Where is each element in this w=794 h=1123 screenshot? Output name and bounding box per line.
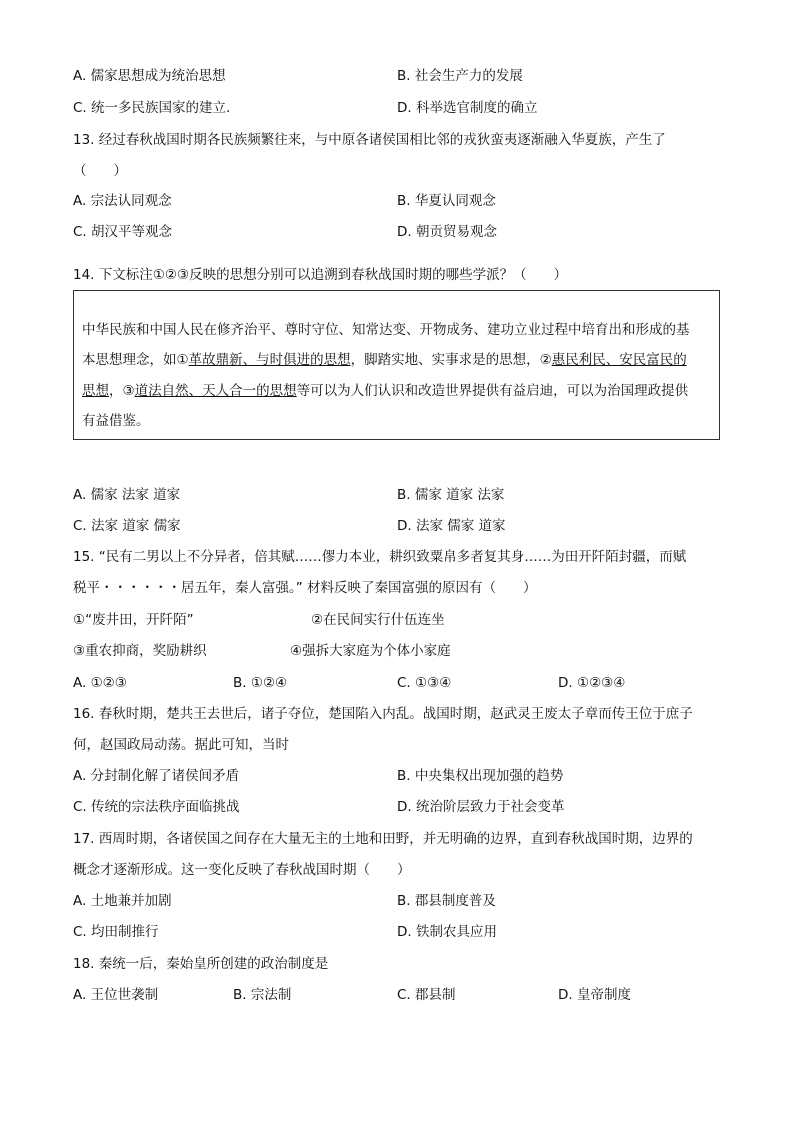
q12-option-a: A. 儒家思想成为统治思想 (73, 68, 226, 84)
q14-material-line2 (82, 351, 687, 369)
q18-stem: 18. 秦统一后，秦始皇所创建的政治制度是 (73, 956, 329, 972)
q15-stem-line1: 15. “民有二男以上不分异者，倍其赋……僇力本业，耕织致粟帛多者复其身……为田开阡陌封疆，而赋 (73, 549, 687, 565)
q14-material-line1: 中华民族和中国人民在修齐治平、尊时守位、知常达变、开物成务、建功立业过程中培育出和形成的基 (82, 322, 690, 338)
q17-option-c: C. 均田制推行 (73, 924, 159, 940)
q13-stem-line2: （ ） (73, 163, 127, 179)
q17-option-d: D. 铁制农具应用 (397, 924, 497, 940)
q14-option-b: B. 儒家 道家 法家 (397, 487, 505, 503)
q16-option-c: C. 传统的宗法秩序面临挑战 (73, 799, 240, 815)
q17-stem-line1: 17. 西周时期，各诸侯国之间存在大量无主的土地和田野，并无明确的边界，直到春秋战国时期，边界的 (73, 831, 693, 847)
q14-underlined-idea-2-cont: 思想 (82, 383, 109, 399)
q15-option-d: D. ①②③④ (558, 675, 626, 691)
q14-text-segment: 本思想理念，如① (82, 352, 189, 368)
q17-option-a: A. 土地兼并加剧 (73, 893, 172, 909)
q14-text-segment: ，脚踏实地、实事求是的思想，② (350, 352, 552, 368)
q15-stem-line2: 税平・・・・・・居五年，秦人富强。” 材料反映了秦国富强的原因有（ ） (73, 580, 537, 596)
q15-option-c: C. ①③④ (397, 675, 452, 691)
q12-option-d: D. 科举选官制度的确立 (397, 100, 538, 116)
q14-underlined-idea-3: 道法自然、天人合一的思想 (134, 383, 297, 399)
q15-option-a: A. ①②③ (73, 675, 127, 691)
q15-item-4: ④强拆大家庭为个体小家庭 (290, 643, 451, 659)
q14-underlined-idea-2: 惠民利民、安民富民的 (551, 352, 687, 368)
q12-option-c: C. 统一多民族国家的建立. (73, 100, 231, 116)
q13-option-c: C. 胡汉平等观念 (73, 224, 173, 240)
q15-item-1: ①“废井田，开阡陌” (73, 612, 194, 628)
q14-underlined-idea-1: 革故鼎新、与时俱进的思想 (188, 352, 351, 368)
q13-option-b: B. 华夏认同观念 (397, 193, 496, 209)
q14-material-line4: 有益借鉴。 (82, 413, 150, 429)
q16-option-d: D. 统治阶层致力于社会变革 (397, 799, 565, 815)
q17-option-b: B. 郡县制度普及 (397, 893, 496, 909)
q16-stem-line1: 16. 春秋时期，楚共王去世后，诸子夺位，楚国陷入内乱。战国时期，赵武灵王废太子章而传王位于庶子 (73, 706, 693, 722)
q18-option-c: C. 郡县制 (397, 987, 456, 1003)
q18-option-b: B. 宗法制 (233, 987, 292, 1003)
q16-option-b: B. 中央集权出现加强的趋势 (397, 768, 564, 784)
q15-option-b: B. ①②④ (233, 675, 288, 691)
q12-option-b: B. 社会生产力的发展 (397, 68, 523, 84)
q13-option-a: A. 宗法认同观念 (73, 193, 172, 209)
q18-option-a: A. 王位世袭制 (73, 987, 159, 1003)
q14-option-d: D. 法家 儒家 道家 (397, 518, 506, 534)
q14-material-line3 (82, 382, 688, 400)
q18-option-d: D. 皇帝制度 (558, 987, 631, 1003)
q17-stem-line2: 概念才逐渐形成。这一变化反映了春秋战国时期（ ） (73, 862, 411, 878)
q14-text-segment: 等可以为人们认识和改造世界提供有益启迪，可以为治国理政提供 (296, 383, 689, 399)
q13-option-d: D. 朝贡贸易观念 (397, 224, 497, 240)
q14-text-segment: ，③ (109, 383, 135, 399)
q14-option-c: C. 法家 道家 儒家 (73, 518, 181, 534)
q13-stem-line1: 13. 经过春秋战国时期各民族频繁往来，与中原各诸侯国相比邻的戎狄蛮夷逐渐融入华夏族，产生了 (73, 132, 666, 148)
q14-option-a: A. 儒家 法家 道家 (73, 487, 181, 503)
q14-material-box (73, 290, 720, 440)
q16-stem-line2: 何，赵国政局动荡。据此可知，当时 (73, 737, 289, 753)
q16-option-a: A. 分封制化解了诸侯间矛盾 (73, 768, 240, 784)
q15-item-2: ②在民间实行什伍连坐 (311, 612, 445, 628)
q15-item-3: ③重农抑商，奖励耕织 (73, 643, 207, 659)
q14-stem: 14. 下文标注①②③反映的思想分别可以追溯到春秋战国时期的哪些学派？（ ） (73, 267, 568, 283)
